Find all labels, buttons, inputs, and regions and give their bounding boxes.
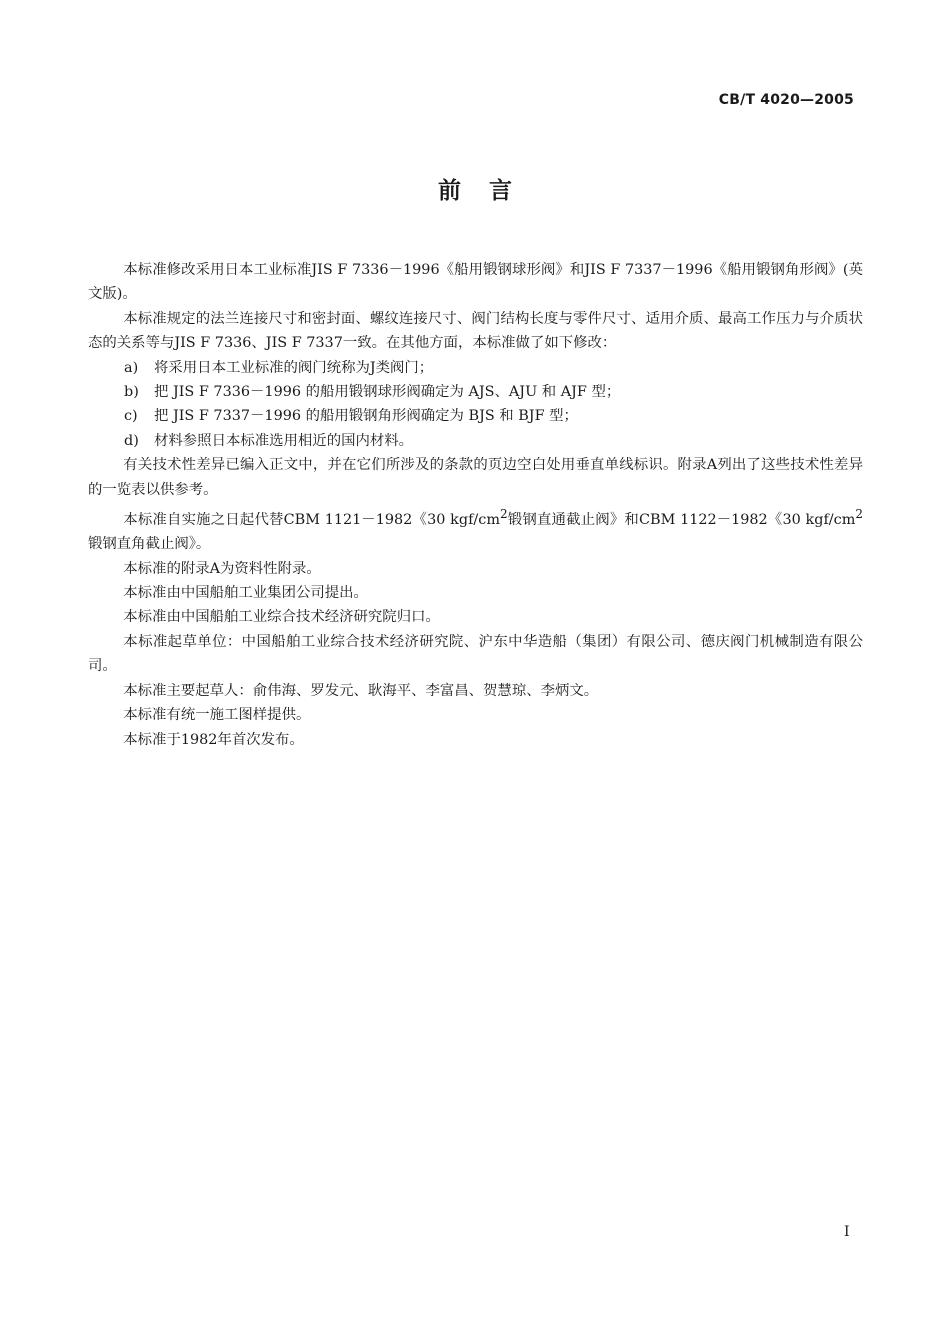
list-item-text: 材料参照日本标准选用相近的国内材料。 bbox=[154, 432, 414, 449]
superscript-2: 2 bbox=[855, 507, 864, 522]
list-marker: d) bbox=[124, 432, 139, 449]
list-item-text: 将采用日本工业标准的阀门统称为J类阀门； bbox=[154, 359, 434, 376]
list-marker: c) bbox=[124, 408, 138, 425]
paragraph-drafting-units: 本标准起草单位：中国船舶工业综合技术经济研究院、沪东中华造船（集团）有限公司、德庆阀门机械制造有限公司。 bbox=[88, 633, 863, 675]
paragraph-replacement bbox=[88, 502, 863, 557]
paragraph-first-release: 本标准于1982年首次发布。 bbox=[123, 731, 304, 748]
replacement-text-part2: 锻钢直通截止阀》和CBM 1122－1982《30 kgf/cm bbox=[507, 511, 856, 528]
list-item bbox=[88, 356, 863, 380]
paragraph-adoption: 本标准修改采用日本工业标准JIS F 7336－1996《船用锻钢球形阀》和JIS F 7337－1996《船用锻钢角形阀》(英文版)。 bbox=[88, 262, 863, 303]
paragraph-drafters: 本标准主要起草人：俞伟海、罗发元、耿海平、李富昌、贺慧琼、李炳文。 bbox=[123, 682, 599, 699]
replacement-text-part1: 本标准自实施之日起代替CBM 1121－1982《30 kgf/cm bbox=[123, 511, 500, 528]
paragraph-drawings: 本标准有统一施工图样提供。 bbox=[123, 707, 311, 724]
paragraph-technical-differences: 有关技术性差异已编入正文中，并在它们所涉及的条款的页边空白处用垂直单线标识。附录A列出了这些技术性差异的一览表以供参考。 bbox=[88, 457, 863, 498]
foreword-body bbox=[88, 258, 863, 752]
list-item bbox=[88, 429, 863, 453]
document-code: CB/T 4020—2005 bbox=[718, 92, 854, 108]
replacement-text-part3: 锻钢直角截止阀》。 bbox=[88, 536, 211, 553]
superscript-2: 2 bbox=[499, 507, 508, 522]
paragraph-centralized-by: 本标准由中国船舶工业综合技术经济研究院归口。 bbox=[123, 609, 440, 626]
list-item bbox=[88, 404, 863, 428]
list-marker: b) bbox=[124, 384, 139, 401]
paragraph-proposed-by: 本标准由中国船舶工业集团公司提出。 bbox=[123, 585, 368, 602]
paragraph-appendix: 本标准的附录A为资料性附录。 bbox=[123, 560, 321, 577]
paragraph-scope: 本标准规定的法兰连接尺寸和密封面、螺纹连接尺寸、阀门结构长度与零件尺寸、适用介质、最高工作压力与介质状态的关系等与JIS F 7336、JIS F 7337一致。在其他方面，本标准做了如下修改： bbox=[88, 310, 863, 352]
page-number: I bbox=[844, 1224, 850, 1240]
list-item-text: 把 JIS F 7336－1996 的船用锻钢球形阀确定为 AJS、AJU 和 AJF 型； bbox=[154, 384, 621, 401]
page-title: 前言 bbox=[438, 178, 540, 204]
list-item-text: 把 JIS F 7337－1996 的船用锻钢角形阀确定为 BJS 和 BJF 型； bbox=[154, 408, 578, 425]
list-marker: a) bbox=[124, 359, 139, 376]
list-item bbox=[88, 380, 863, 404]
